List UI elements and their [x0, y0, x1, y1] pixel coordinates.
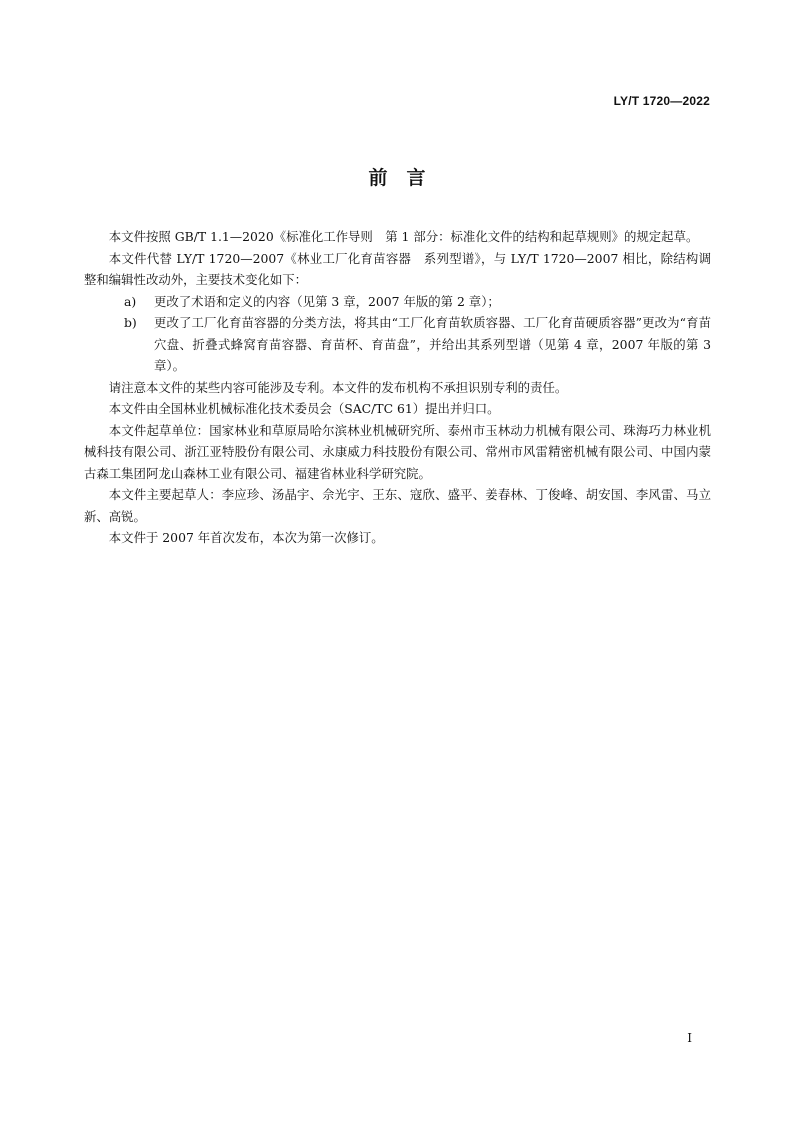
- change-item-text: 更改了工厂化育苗容器的分类方法，将其由“工厂化育苗软质容器、工厂化育苗硬质容器”更改为“育苗穴盘、折叠式蜂窝育苗容器、育苗杯、育苗盘”，并给出其系列型谱（见第 4 章，2007 年版的第 3 章）。: [154, 315, 711, 373]
- change-item-b: [84, 312, 711, 377]
- change-item-text: 更改了术语和定义的内容（见第 3 章，2007 年版的第 2 章）；: [154, 293, 500, 309]
- paragraph-drafting-rules: 本文件按照 GB/T 1.1—2020《标准化工作导则 第 1 部分：标准化文件的结构和起草规则》的规定起草。: [108, 229, 699, 244]
- paragraph-patent-notice: 请注意本文件的某些内容可能涉及专利。本文件的发布机构不承担识别专利的责任。: [108, 379, 568, 395]
- paragraph-replacement: 本文件代替 LY/T 1720—2007《林业工厂化育苗容器 系列型谱》，与 LY/T 1720—2007 相比，除结构调整和编辑性改动外，主要技术变化如下：: [84, 250, 711, 287]
- change-item-marker: a): [124, 293, 137, 309]
- change-item-marker: b): [124, 315, 137, 330]
- change-item-a: [84, 291, 711, 313]
- standard-code: LY/T 1720—2022: [613, 94, 710, 108]
- page-number: I: [687, 1031, 692, 1045]
- paragraph-committee: 本文件由全国林业机械标准化技术委员会（SAC/TC 61）提出并归口。: [108, 401, 500, 416]
- foreword-body: [84, 226, 711, 549]
- paragraph-publication-history: 本文件于 2007 年首次发布，本次为第一次修订。: [108, 530, 384, 545]
- paragraph-drafters: 本文件主要起草人：李应珍、汤晶宇、佘光宇、王东、寇欣、盛平、姜春林、丁俊峰、胡安国、李风雷、马立新、高锐。: [84, 487, 711, 524]
- paragraph-drafting-units: 本文件起草单位：国家林业和草原局哈尔滨林业机械研究所、泰州市玉林动力机械有限公司、珠海巧力林业机械科技有限公司、浙江亚特股份有限公司、永康威力科技股份有限公司、常州市风雷精密机械有限公司、中国内蒙古森工集团阿龙山森林工业有限公司、福建省林业科学研究院。: [84, 422, 711, 481]
- page-title: 前 言: [368, 167, 426, 189]
